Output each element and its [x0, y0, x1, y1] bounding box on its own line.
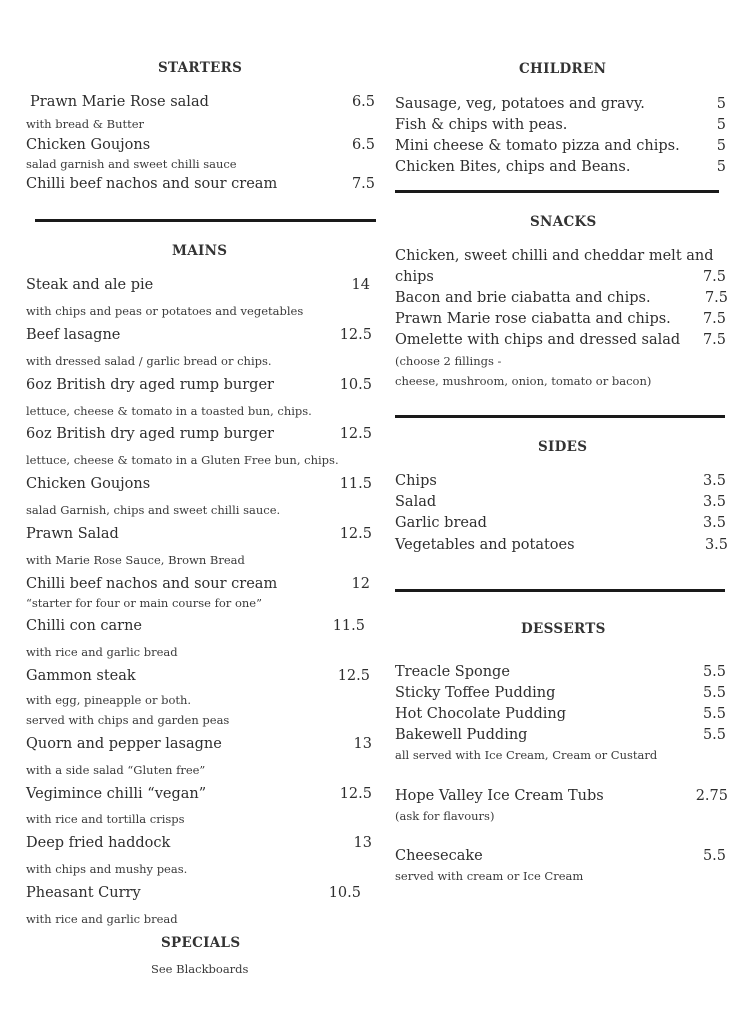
main-item-desc: served with chips and garden peas [26, 713, 230, 727]
desserts-heading: DESSERTS [521, 621, 606, 637]
main-item-desc: with chips and mushy peas. [26, 862, 188, 876]
side-item-name: Chips [395, 473, 437, 489]
side-item-price: 3.5 [702, 494, 726, 510]
dessert-item-price: 2.75 [695, 788, 728, 804]
main-item-desc: with a side salad “Gluten free” [26, 763, 206, 777]
starter-item-desc: with bread & Butter [26, 117, 145, 131]
main-item-desc: with dressed salad / garlic bread or chips. [26, 354, 272, 368]
main-item-price: 13 [353, 835, 372, 851]
children-item-name: Mini cheese & tomato pizza and chips. [395, 138, 680, 154]
main-item-price: 12.5 [339, 786, 372, 802]
starter-item-name: Prawn Marie Rose salad [30, 94, 209, 110]
dessert-item-price: 5.5 [702, 664, 726, 680]
snack-item-price: 7.5 [702, 269, 726, 285]
dessert-item-price: 5.5 [702, 706, 726, 722]
main-item-name: Steak and ale pie [26, 277, 154, 293]
snack-item-desc: (choose 2 fillings - [395, 354, 502, 368]
dessert-item-price: 5.5 [702, 848, 726, 864]
section-divider [395, 190, 719, 193]
children-item-name: Sausage, veg, potatoes and gravy. [395, 96, 645, 112]
starter-item-desc: salad garnish and sweet chilli sauce [26, 157, 237, 171]
starters-heading: STARTERS [158, 60, 243, 76]
main-item-desc: with Marie Rose Sauce, Brown Bread [26, 553, 245, 567]
snack-item-name: Bacon and brie ciabatta and chips. [395, 290, 651, 306]
dessert-item-desc: all served with Ice Cream, Cream or Custard [395, 748, 658, 762]
main-item-name: Chilli con carne [26, 618, 143, 634]
main-item-desc: “starter for four or main course for one” [26, 596, 262, 610]
main-item-price: 12.5 [339, 327, 372, 343]
side-item-price: 3.5 [702, 473, 726, 489]
main-item-desc: salad Garnish, chips and sweet chilli sauce. [26, 503, 281, 517]
main-item-name: Deep fried haddock [26, 835, 171, 851]
children-item-name: Fish & chips with peas. [395, 117, 568, 133]
main-item-price: 11.5 [339, 476, 372, 492]
starter-item-name: Chilli beef nachos and sour cream [26, 176, 278, 192]
sides-heading: SIDES [538, 439, 588, 455]
children-item-price: 5 [716, 117, 726, 133]
main-item-name: 6oz British dry aged rump burger [26, 426, 274, 442]
main-item-price: 12 [351, 576, 370, 592]
main-item-price: 11.5 [332, 618, 365, 634]
dessert-item-price: 5.5 [702, 727, 726, 743]
snack-item-desc: cheese, mushroom, onion, tomato or bacon) [395, 374, 652, 388]
main-item-name: 6oz British dry aged rump burger [26, 377, 274, 393]
section-divider [395, 415, 725, 418]
snack-item-name-cont: chips [395, 269, 434, 285]
main-item-price: 10.5 [339, 377, 372, 393]
main-item-price: 10.5 [328, 885, 361, 901]
main-item-name: Chicken Goujons [26, 476, 151, 492]
main-item-name: Chilli beef nachos and sour cream [26, 576, 278, 592]
children-item-name: Chicken Bites, chips and Beans. [395, 159, 631, 175]
main-item-name: Gammon steak [26, 668, 136, 684]
main-item-price: 12.5 [339, 426, 372, 442]
starter-item-price: 6.5 [351, 137, 375, 153]
children-item-price: 5 [716, 96, 726, 112]
main-item-desc: with rice and garlic bread [26, 912, 178, 926]
main-item-name: Pheasant Curry [26, 885, 141, 901]
main-item-desc: with rice and garlic bread [26, 645, 178, 659]
dessert-item-name: Hope Valley Ice Cream Tubs [395, 788, 604, 804]
main-item-desc: with egg, pineapple or both. [26, 693, 192, 707]
dessert-item-price: 5.5 [702, 685, 726, 701]
main-item-name: Beef lasagne [26, 327, 121, 343]
side-item-price: 3.5 [704, 537, 728, 553]
dessert-item-name: Hot Chocolate Pudding [395, 706, 567, 722]
children-item-price: 5 [716, 159, 726, 175]
snack-item-price: 7.5 [704, 290, 728, 306]
specials-heading: SPECIALS [161, 935, 241, 951]
section-divider [395, 589, 725, 592]
snack-item-name: Omelette with chips and dressed salad [395, 332, 681, 348]
main-item-desc: lettuce, cheese & tomato in a toasted bun, chips. [26, 404, 312, 418]
main-item-desc: with rice and tortilla crisps [26, 812, 185, 826]
dessert-item-name: Bakewell Pudding [395, 727, 528, 743]
main-item-price: 13 [353, 736, 372, 752]
starter-item-price: 7.5 [351, 176, 375, 192]
side-item-name: Salad [395, 494, 437, 510]
starter-item-price: 6.5 [351, 94, 375, 110]
side-item-name: Garlic bread [395, 515, 487, 531]
children-heading: CHILDREN [519, 61, 607, 77]
section-divider [35, 219, 376, 222]
mains-heading: MAINS [172, 243, 228, 259]
main-item-price: 12.5 [339, 526, 372, 542]
main-item-price: 12.5 [337, 668, 370, 684]
main-item-name: Quorn and pepper lasagne [26, 736, 222, 752]
dessert-item-desc: served with cream or Ice Cream [395, 869, 584, 883]
dessert-item-name: Sticky Toffee Pudding [395, 685, 556, 701]
dessert-item-name: Treacle Sponge [395, 664, 510, 680]
snack-item-name: Chicken, sweet chilli and cheddar melt and [395, 248, 714, 264]
snack-item-price: 7.5 [702, 332, 726, 348]
starter-item-name: Chicken Goujons [26, 137, 151, 153]
dessert-item-name: Cheesecake [395, 848, 483, 864]
specials-note: See Blackboards [151, 962, 249, 976]
side-item-name: Vegetables and potatoes [395, 537, 575, 553]
dessert-item-desc: (ask for flavours) [395, 809, 495, 823]
main-item-desc: with chips and peas or potatoes and vegetables [26, 304, 304, 318]
main-item-desc: lettuce, cheese & tomato in a Gluten Free bun, chips. [26, 453, 339, 467]
snacks-heading: SNACKS [530, 214, 597, 230]
snack-item-price: 7.5 [702, 311, 726, 327]
main-item-price: 14 [351, 277, 370, 293]
side-item-price: 3.5 [702, 515, 726, 531]
main-item-name: Prawn Salad [26, 526, 119, 542]
main-item-name: Vegimince chilli “vegan” [26, 786, 207, 802]
snack-item-name: Prawn Marie rose ciabatta and chips. [395, 311, 671, 327]
children-item-price: 5 [716, 138, 726, 154]
